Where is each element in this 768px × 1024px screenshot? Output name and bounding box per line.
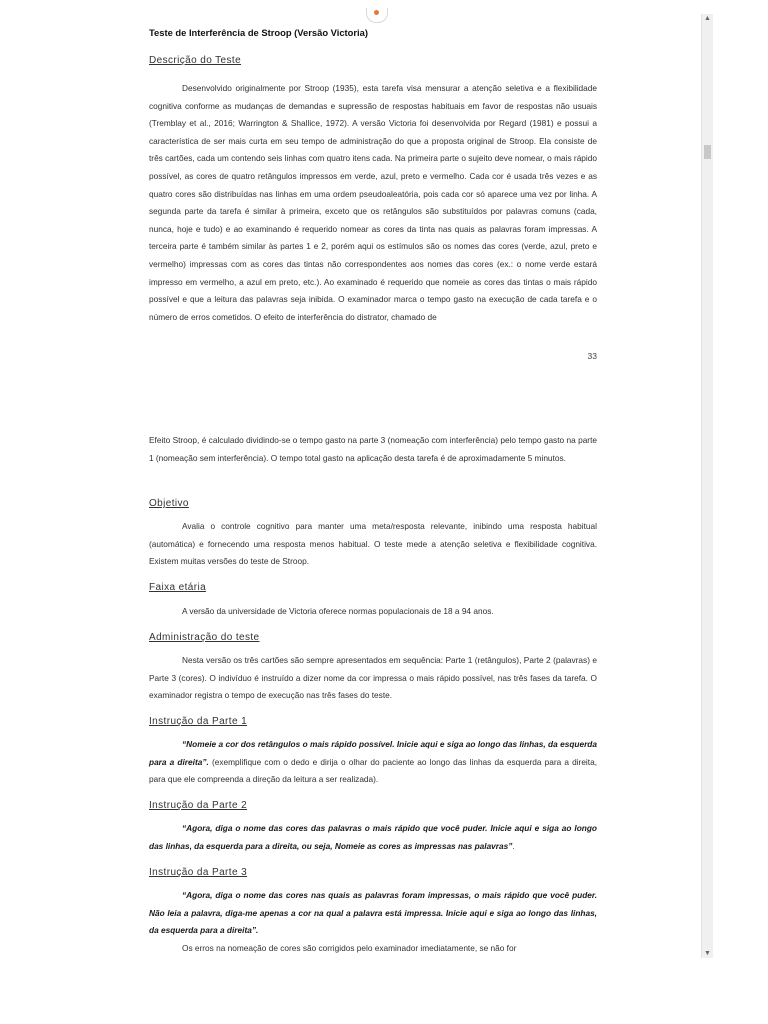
paragraph-descricao: [149, 80, 597, 326]
section-heading-administracao: Administração do teste: [149, 632, 260, 643]
vertical-scrollbar[interactable]: [701, 14, 713, 958]
section-heading-faixa-etaria: Faixa etária: [149, 582, 207, 593]
paragraph-parte-1: [149, 736, 597, 789]
section-heading-parte-3: Instrução da Parte 3: [149, 867, 248, 878]
section-heading-parte-1: Instrução da Parte 1: [149, 716, 248, 727]
paragraph-text: Nesta versão os três cartões são sempre apresentados em sequência: Parte 1 (retângulos), Parte 2 (palavras) e Parte 3 (cores). O indivíduo é instruído a dizer nome da cor impressa o mais rápido possível, nas três fases da tarefa. O examinador registra o tempo de execução nas três fases do teste.: [149, 655, 597, 701]
document-title: Teste de Interferência de Stroop (Versão Victoria): [149, 27, 368, 38]
paragraph-text: Avalia o controle cognitivo para manter uma meta/resposta relevante, inibindo uma resposta habitual (automática) e fornecendo uma resposta menos habitual. O teste mede a atenção seletiva e flexibilidade cognitiva. Existem muitas versões do teste de Stroop.: [149, 521, 597, 567]
instruction-note: .: [512, 840, 515, 851]
paragraph-text: Os erros na nomeação de cores são corrigidos pelo examinador imediatamente, se não for: [182, 943, 517, 953]
section-heading-parte-2: Instrução da Parte 2: [149, 800, 248, 811]
instruction-quote: “Nomeie a cor dos retângulos o mais rápido possível. Inicie aqui e siga ao longo das linhas, da esquerda para a direita”.: [149, 739, 597, 767]
paragraph-administracao: [149, 652, 597, 705]
scroll-down-arrow-icon[interactable]: ▼: [704, 950, 711, 957]
paragraph-objetivo: [149, 518, 597, 571]
paragraph-faixa-etaria: [149, 603, 597, 621]
scroll-up-arrow-icon[interactable]: ▲: [704, 15, 711, 22]
instruction-quote: “Agora, diga o nome das cores das palavras o mais rápido que você puder. Inicie aqui e siga ao longo das linhas, da esquerda para a direita, ou seja, Nomeie as cores as impressas nas palavras”: [149, 823, 597, 851]
scrollbar-thumb[interactable]: [704, 145, 711, 159]
section-heading-objetivo: Objetivo: [149, 498, 189, 509]
paragraph-parte-2: [149, 820, 597, 855]
instruction-note: (exemplifique com o dedo e dirija o olhar do paciente ao longo das linhas da esquerda para a direita, para que ele compreenda a direção da leitura a ser realizada).: [149, 756, 598, 785]
paragraph-parte-3: [149, 887, 597, 940]
paragraph-text: A versão da universidade de Victoria oferece normas populacionais de 18 a 94 anos.: [182, 606, 494, 616]
instruction-quote: “Agora, diga o nome das cores nas quais as palavras foram impressas, o mais rápido que você puder. Não leia a palavra, diga-me apenas a cor na qual a palavra está impressa. Inicie aqui e siga ao longo das linhas, da esquerda para a direita”.: [149, 890, 597, 936]
page-33: [149, 8, 597, 380]
paragraph-erros: [149, 940, 597, 958]
page-34: [149, 430, 597, 960]
paragraph-text: Desenvolvido originalmente por Stroop (1935), esta tarefa visa mensurar a atenção seletiva e a flexibilidade cognitiva conforme as mudanças de demandas e supressão de respostas habituais em favor de respostas não usuais (Tremblay et al., 2016; Warrington & Shallice, 1972). A versão Victoria foi desenvolvida por Regard (1981) e possui a característica de ser mais curta em seu tempo de administração do que a proposta original de Stroop. Ela consiste de três cartões, cada um contendo seis linhas com quatro itens cada. Na primeira parte o sujeito deve nomear, o mais rápido possível, as cores de quatro retângulos impressos em verde, azul, preto e vermelho. Cada cor é usada três vezes e as quatro cores são distribuídas nas linhas em uma ordem pseudoaleatória, pois cada cor só aparece uma vez por linha. A segunda parte da tarefa é similar à primeira, exceto que os retângulos são substituídos por palavras comuns (cada, nunca, hoje e tudo) e ao examinando é requerido nomear as cores da tinta nas quais as palavras foram impressas. A terceira parte é também similar às partes 1 e 2, porém aqui os estímulos são os nomes das cores (verde, azul, preto e vermelho) impressas com as cores das tintas não correspondentes aos nomes das cores (ex.: o nome verde estará impresso em vermelho, a azul em preto, etc.). Ao examinado é requerido que nomeie as cores das tintas o mais rápido possível e que a leitura das palavras seja inibida. O examinador marca o tempo gasto na execução de cada tarefa e o número de erros cometidos. O efeito de interferência do distrator, chamado de: [149, 83, 597, 322]
section-heading-descricao: Descrição do Teste: [149, 55, 242, 66]
paragraph-descricao-continuation: Efeito Stroop, é calculado dividindo-se o tempo gasto na parte 3 (nomeação com interferência) pelo tempo gasto na parte 1 (nomeação sem interferência). O tempo total gasto na aplicação desta tarefa é de aproximadamente 5 minutos.: [149, 435, 597, 463]
page-number: 33: [587, 351, 597, 361]
